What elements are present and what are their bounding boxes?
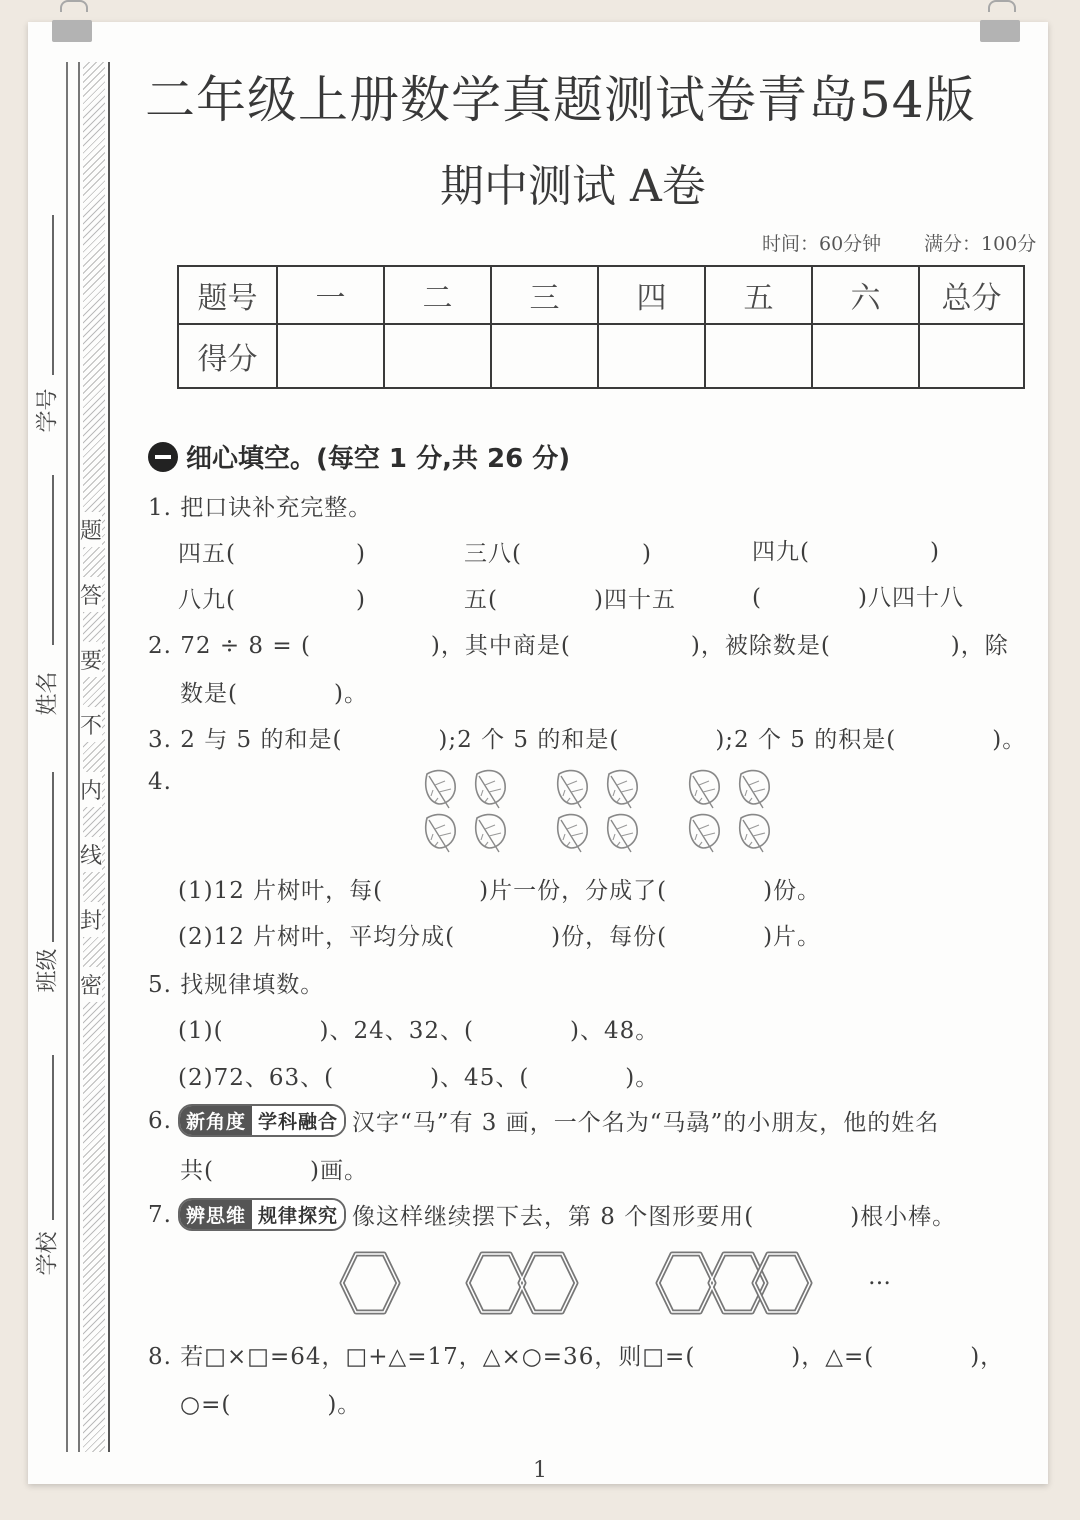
page-number: 1 [533, 1458, 547, 1483]
hexagon-icon [754, 1254, 810, 1312]
student-id-label: 学号 [35, 388, 61, 433]
leaf-icon [426, 771, 455, 808]
binder-clip-right [980, 0, 1020, 44]
leaf-icon [476, 771, 505, 808]
tag-pattern: 规律探究 [252, 1200, 344, 1229]
binding-char: 题 [80, 512, 102, 547]
school-label: 学校 [35, 1231, 61, 1276]
question-4-2: (2)12 片树叶，平均分成( )份，每份( )片。 [178, 924, 822, 950]
class-line [52, 772, 54, 942]
score-header-cell: 一 [277, 266, 384, 324]
score-header-cell: 二 [384, 266, 491, 324]
score-header-cell: 题号 [178, 266, 277, 324]
tag-new-angle: 新角度 [180, 1106, 252, 1135]
name-label: 姓名 [35, 671, 61, 716]
hexagon-icon [468, 1254, 524, 1312]
leaf-icon [740, 815, 769, 852]
exam-full-score: 满分：100分 [924, 233, 1037, 255]
question-8: 8. 若□×□=64，□+△=17，△×○=36，则□=( )，△=( )， [148, 1344, 1005, 1370]
hexagon-icon [520, 1254, 576, 1312]
section-1-heading [148, 438, 570, 475]
q1-item: 四五( ) [178, 541, 366, 567]
school-line [52, 1055, 54, 1220]
leaf-icon [690, 771, 719, 808]
score-header-cell: 五 [705, 266, 812, 324]
question-7-text: 像这样继续摆下去，第 8 个图形要用( )根小棒。 [351, 1204, 957, 1230]
binding-char: 内 [80, 772, 102, 807]
score-input-cell[interactable] [919, 324, 1024, 388]
binding-line-outer [66, 62, 80, 1452]
score-input-cell[interactable] [705, 324, 812, 388]
binding-char: 不 [80, 707, 102, 742]
question-8-cont: ○=( )。 [180, 1392, 362, 1418]
q1-item: 五( )四十五 [464, 587, 676, 613]
score-header-cell: 四 [598, 266, 705, 324]
question-5-2: (2)72、63、( )、45、( )。 [178, 1065, 660, 1091]
score-input-cell[interactable] [384, 324, 491, 388]
score-header-cell: 六 [812, 266, 919, 324]
q1-item: 四九( ) [752, 539, 940, 565]
section-number-icon [148, 442, 178, 472]
class-label: 班级 [35, 948, 61, 993]
leaf-icon [608, 815, 637, 852]
leaves-illustration [415, 762, 785, 857]
question-6 [148, 1104, 939, 1137]
score-input-cell[interactable] [598, 324, 705, 388]
leaf-icon [690, 815, 719, 852]
score-input-cell[interactable] [277, 324, 384, 388]
question-6-number: 6. [148, 1107, 172, 1134]
question-6-text: 汉字“马”有 3 画，一个名为“马骉”的小朋友，他的姓名 [351, 1110, 940, 1136]
binding-char: 要 [80, 642, 102, 677]
exam-title: 二年级上册数学真题测试卷青岛54版 [145, 71, 976, 129]
q1-item: ( )八四十八 [752, 585, 964, 611]
score-input-cell[interactable] [812, 324, 919, 388]
score-header-cell: 总分 [919, 266, 1024, 324]
question-7-tag [178, 1198, 346, 1231]
question-4: 4. [148, 769, 172, 795]
binding-hatch [83, 62, 105, 1452]
exam-subtitle: 期中测试 A卷 [440, 161, 706, 212]
leaf-icon [740, 771, 769, 808]
question-6-cont: 共( )画。 [180, 1158, 368, 1184]
section-1-title: 细心填空。(每空 1 分,共 26 分) [186, 444, 571, 474]
question-3: 3. 2 与 5 的和是( );2 个 5 的和是( );2 个 5 的积是( )。 [148, 727, 1027, 753]
hexagon-icon [658, 1254, 714, 1312]
score-table-header-row [178, 266, 1024, 324]
question-5-1: (1)( )、24、32、( )、48。 [178, 1018, 660, 1044]
leaf-icon [558, 771, 587, 808]
question-6-tag [178, 1104, 346, 1137]
binding-char: 封 [80, 902, 102, 937]
binding-char: 密 [80, 967, 102, 1002]
binding-line-inner [108, 62, 110, 1452]
question-2: 2. 72 ÷ 8 = ( )，其中商是( )，被除数是( )，除 [148, 633, 1009, 659]
hexagon-third [747, 1248, 817, 1318]
question-1: 1. 把口诀补充完整。 [148, 495, 373, 521]
leaf-icon [476, 815, 505, 852]
q1-item: 八九( ) [178, 587, 366, 613]
leaf-icon [426, 815, 455, 852]
hexagon-icon [342, 1254, 398, 1312]
question-2-cont: 数是( )。 [180, 681, 368, 707]
score-table-score-row [178, 324, 1024, 388]
binding-char: 答 [80, 577, 102, 612]
score-input-cell[interactable] [491, 324, 598, 388]
leaf-icon [608, 771, 637, 808]
binder-clip-left [52, 0, 92, 44]
tag-subject-fusion: 学科融合 [252, 1106, 344, 1135]
score-row-label: 得分 [178, 324, 277, 388]
question-5: 5. 找规律填数。 [148, 972, 325, 998]
leaf-icon [558, 815, 587, 852]
question-7 [148, 1198, 956, 1231]
tag-thinking: 辨思维 [180, 1200, 252, 1229]
score-header-cell: 三 [491, 266, 598, 324]
q1-item: 三八( ) [464, 541, 652, 567]
score-table [177, 265, 1025, 389]
q7-ellipsis: … [868, 1264, 892, 1290]
exam-time: 时间：60分钟 [762, 233, 882, 255]
name-line [52, 475, 54, 645]
binding-char: 线 [80, 837, 102, 872]
question-7-number: 7. [148, 1201, 172, 1228]
question-4-1: (1)12 片树叶，每( )片一份，分成了( )份。 [178, 878, 822, 904]
student-id-line [52, 215, 54, 375]
